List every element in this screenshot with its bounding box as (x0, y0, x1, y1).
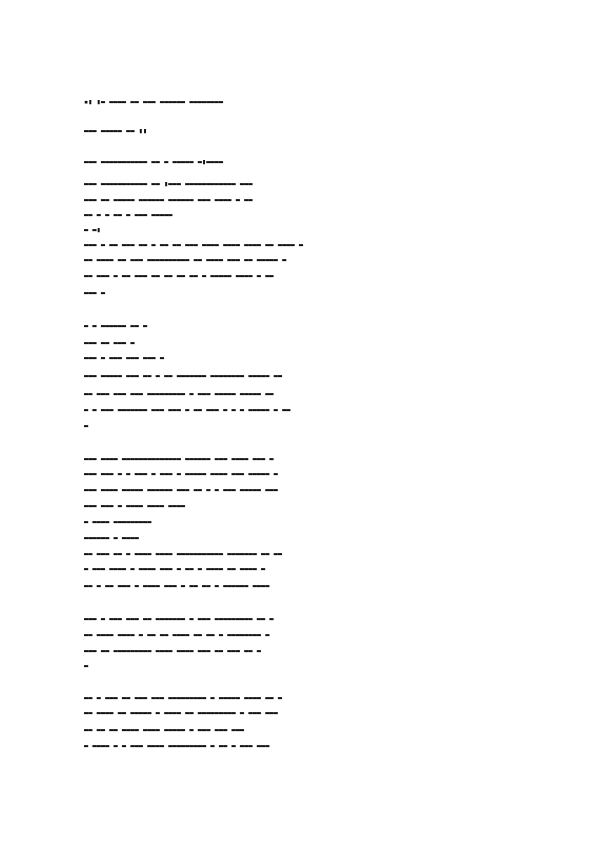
paragraph-line: ▬ ▬▬▬ ▬▬▬▬ ▬ ▬▬▬▬ ▬▬▬ ▬ ▬▬ ▬ ▬▬▬▬ ▬▬ ▬▬▬▬ ▬ (84, 565, 266, 573)
paragraph-line: ▬▬▬ ▬▬ ▬▬▬▬▬▬▬▬▬ ▬▬▬▬ ▬▬▬▬ ▬▬▬ ▬▬ ▬▬▬ ▬▬ ▬ (84, 647, 262, 655)
paragraph-line: ▬ ▬▬▬▬ ▬▬▬▬▬▬▬▬▬ (84, 518, 152, 526)
paragraph-line: ▬ ▬ ▬▬▬ ▬▬▬▬▬▬▬ ▬▬▬ ▬▬▬ ▬ ▬▬ ▬▬▬ ▬ ▬ ▬ ▬▬▬▬▬ ▬ ▬▬ (84, 406, 291, 414)
paragraph-line: ▬▬▬ ▬▬▬▬ ▬▬▬▬▬ ▬▬▬▬▬▬ ▬▬▬ ▬▬ ▬ ▬ ▬▬▬ ▬▬▬▬▬ ▬▬▬ (84, 486, 278, 494)
paragraph-line: ▬▬▬ ▬▬▬▬ ▬▬▬▬▬▬▬▬▬▬▬▬▬▬ ▬▬▬▬▬▬ ▬▬▬ ▬▬▬▬ ▬▬▬ ▬ (84, 455, 274, 463)
paragraph-line: ▬▬ ▬ ▬ ▬▬ ▬ ▬▬▬ ▬▬▬▬▬ (84, 211, 173, 219)
paragraph-line: ▬ ▬ ▬▬▬▬▬▬ ▬▬ ▬ (84, 322, 148, 330)
paragraph-line: ▬▬▬ ▬▬▬ ▬ ▬▬▬▬ ▬▬▬▬ ▬▬▬▬ (84, 502, 186, 510)
paragraph-line: ▬ (84, 662, 89, 670)
paragraph-line: ▬▬ ▬▬▬▬ ▬▬▬▬ ▬ ▬▬ ▬▬ ▬▬▬▬ ▬▬ ▬▬ ▬ ▬▬▬▬▬▬▬▬ ▬ (84, 631, 270, 639)
document-heading: ▪▮ ▮▬ ▬▬▬▬ ▬▬ ▬▬▬ ▬▬▬▬▬▬ ▬▬▬▬▬▬▬▬ (84, 98, 224, 106)
paragraph-line: ▬▬ ▬ ▬▬ ▬▬▬ ▬ ▬▬▬▬ ▬▬▬ ▬ ▬▬ ▬▬ ▬ ▬▬▬▬▬▬ ▬▬▬▬ (84, 582, 270, 590)
paragraph-line: ▬▬▬▬▬▬ ▬ ▬▬▬▬ (84, 534, 139, 542)
paragraph-line: ▬▬ ▬ ▬▬▬ ▬▬ ▬▬▬ ▬▬▬ ▬▬▬▬▬▬▬▬▬ ▬ ▬▬▬▬▬ ▬▬▬▬ ▬▬ ▬ (84, 694, 283, 702)
paragraph-line: ▬▬▬ ▬▬▬▬▬▬▬▬▬▬▬ ▬▬ ▮▬▬▬ ▬▬▬▬▬▬▬▬▬▬▬▬ ▬▬▬ (84, 180, 253, 188)
paragraph-line: ▬▬ ▬▬▬ ▬▬▬ ▬▬▬ ▬▬▬▬▬▬▬▬▬ ▬ ▬▬▬ ▬▬▬▬▬ ▬▬▬▬▬ ▬▬ (84, 390, 274, 398)
paragraph-line: ▬▬▬ ▬ ▬▬▬ ▬▬▬ ▬▬ ▬▬▬▬▬▬▬ ▬ ▬▬▬ ▬▬▬▬▬▬▬▬▬ ▬▬ ▬ (84, 615, 274, 623)
paragraph-line: ▬▬▬ ▬▬ ▬▬▬▬▬ ▬▬▬▬▬▬ ▬▬▬▬▬▬ ▬▬▬ ▬▬▬▬ ▬ ▬▬ (84, 196, 253, 204)
paragraph-line: ▬▬▬ ▬▬ ▬▬▬ ▬ (84, 339, 135, 347)
paragraph-line: ▬▬▬ ▬▬▬▬▬▬▬▬▬▬▬ ▬▬ ▬ ▬▬▬▬▬ ▬▮▬▬▬▬ (84, 158, 224, 166)
paragraph-line: ▬ ▬▬▬▬ ▬ ▬ ▬▬▬ ▬▬▬▬ ▬▬▬▬▬▬▬▬▬ ▬ ▬▬ ▬ ▬▬▬ ▬▬▬ (84, 742, 270, 750)
paragraph-line: ▬▬▬ ▬▬▬ ▬ ▬ ▬▬▬ ▬ ▬▬▬ ▬ ▬▬▬▬▬ ▬▬▬▬ ▬▬▬ ▬▬▬▬▬ ▬ (84, 470, 278, 478)
paragraph-line: ▬▬ ▬▬▬ ▬ ▬▬ ▬▬▬ ▬▬ ▬▬ ▬▬ ▬▬ ▬ ▬▬▬▬▬ ▬▬▬▬ ▬ ▬▬ (84, 272, 274, 280)
paragraph-line: ▬▬ ▬▬ ▬▬ ▬▬▬▬ ▬▬▬▬ ▬▬▬▬▬ ▬ ▬▬▬ ▬▬▬ ▬▬▬ (84, 726, 245, 734)
paragraph-line: ▬▬▬ ▬ ▬▬ ▬▬▬ ▬▬ ▬ ▬▬ ▬▬ ▬▬▬ ▬▬▬▬ ▬▬▬▬ ▬▬▬▬ ▬▬ ▬▬▬▬ ▬ (84, 241, 304, 249)
paragraph-line: ▬ ▬▮ (84, 226, 101, 234)
paragraph-line: ▬▬ ▬▬▬▬ ▬▬ ▬▬▬ ▬▬▬▬▬▬▬▬▬▬ ▬▬ ▬▬▬▬ ▬▬▬ ▬▬ ▬▬▬▬▬ ▬ (84, 256, 287, 264)
paragraph-line: ▬ (84, 422, 89, 430)
document-subheading: ▬▬▬ ▬▬▬▬▬ ▬▬ ▮▮ (84, 127, 148, 135)
paragraph-line: ▬▬▬ ▬ (84, 289, 106, 297)
paragraph-line: ▬▬ ▬▬▬▬ ▬▬ ▬▬▬▬▬ ▬ ▬▬▬▬ ▬▬ ▬▬▬▬▬▬▬▬▬ ▬ ▬▬▬ ▬▬▬ (84, 709, 278, 717)
paragraph-line: ▬▬ ▬▬▬ ▬▬ ▬ ▬▬▬▬ ▬▬▬▬ ▬▬▬▬▬▬▬▬▬▬▬ ▬▬▬▬▬▬▬ ▬▬ ▬▬ (84, 550, 283, 558)
paragraph-line: ▬▬▬ ▬ ▬▬▬ ▬▬▬ ▬▬▬ ▬ (84, 354, 165, 362)
paragraph-line: ▬▬▬ ▬▬▬▬▬ ▬▬▬ ▬▬ ▬ ▬▬ ▬▬▬▬▬▬▬ ▬▬▬▬▬▬▬▬ ▬▬▬▬▬ ▬▬ (84, 372, 283, 380)
